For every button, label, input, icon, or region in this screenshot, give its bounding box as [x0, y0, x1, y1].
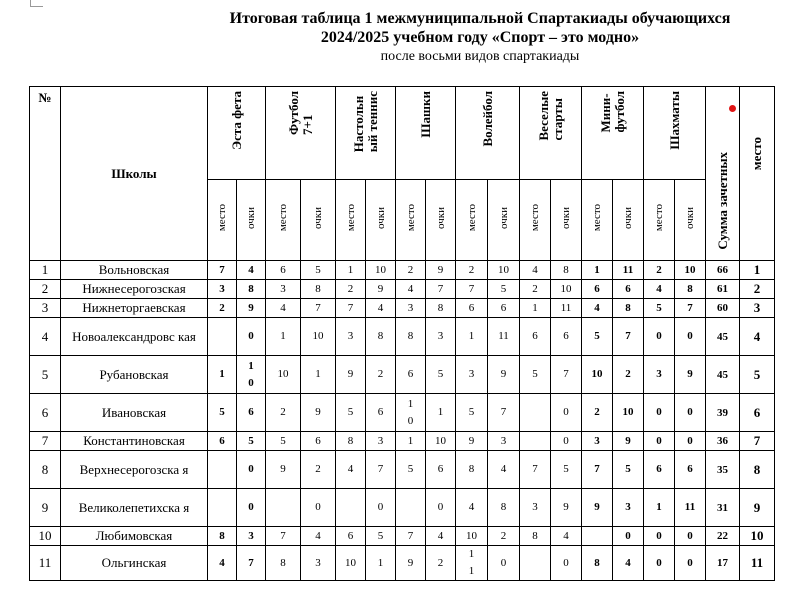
header-sport-checkers [396, 87, 456, 180]
points-cell: 0 [237, 451, 266, 489]
table-row [30, 261, 775, 280]
points-cell: 1 [301, 356, 336, 394]
table-row [30, 280, 775, 299]
sport-label: Футбол 7+1 [285, 91, 315, 136]
points-cell: 6 [237, 394, 266, 432]
sport-label: Шашки [417, 91, 433, 138]
final-place-cell: 8 [740, 451, 775, 489]
place-cell: 0 [644, 527, 675, 546]
sum-cell: 45 [706, 356, 740, 394]
place-label: место [749, 137, 764, 171]
points-cell: 6 [613, 280, 644, 299]
points-cell: 4 [426, 527, 456, 546]
points-cell: 0 [426, 489, 456, 527]
points-cell: 8 [613, 299, 644, 318]
place-cell: 6 [336, 527, 366, 546]
points-cell: 0 [675, 546, 706, 581]
row-number: 9 [30, 489, 61, 527]
place-cell: 9 [266, 451, 301, 489]
sum-cell: 66 [706, 261, 740, 280]
place-cell: 3 [396, 299, 426, 318]
sum-cell: 22 [706, 527, 740, 546]
points-cell: 5 [237, 432, 266, 451]
place-cell: 6 [456, 299, 488, 318]
points-cell: 9 [237, 299, 266, 318]
place-cell: 8 [336, 432, 366, 451]
place-cell: 1 [456, 318, 488, 356]
subheader-label: очки [245, 207, 257, 229]
red-marker-dot [729, 105, 736, 112]
subheader-label: место [653, 204, 665, 232]
points-cell: 0 [301, 489, 336, 527]
place-cell: 5 [582, 318, 613, 356]
points-cell: 11 [551, 299, 582, 318]
points-cell: 6 [301, 432, 336, 451]
points-cell: 8 [301, 280, 336, 299]
points-cell: 8 [675, 280, 706, 299]
final-place-cell: 9 [740, 489, 775, 527]
sum-cell: 31 [706, 489, 740, 527]
points-cell: 5 [613, 451, 644, 489]
points-cell: 11 [613, 261, 644, 280]
subheader-label: очки [560, 207, 572, 229]
points-cell: 7 [551, 356, 582, 394]
points-cell: 2 [613, 356, 644, 394]
table-row [30, 451, 775, 489]
points-cell: 4 [613, 546, 644, 581]
subheader-label: место [277, 204, 289, 232]
place-cell: 1 [396, 432, 426, 451]
subheader-label: место [344, 204, 357, 232]
subheader-points [237, 180, 266, 261]
place-cell: 2 [520, 280, 551, 299]
place-cell: 8 [396, 318, 426, 356]
page-corner-mark [30, 0, 43, 7]
header-sum [706, 87, 740, 261]
final-place-cell: 5 [740, 356, 775, 394]
points-cell: 2 [301, 451, 336, 489]
points-cell: 0 [675, 318, 706, 356]
points-cell: 9 [613, 432, 644, 451]
table-row [30, 527, 775, 546]
table-row [30, 432, 775, 451]
place-cell: 1 [582, 261, 613, 280]
final-place-cell: 11 [740, 546, 775, 581]
place-cell: 5 [456, 394, 488, 432]
points-cell: 5 [301, 261, 336, 280]
points-cell: 3 [426, 318, 456, 356]
final-place-cell: 6 [740, 394, 775, 432]
sum-cell: 60 [706, 299, 740, 318]
points-cell: 8 [488, 489, 520, 527]
points-cell: 3 [613, 489, 644, 527]
points-cell: 10 [488, 261, 520, 280]
points-cell: 10 [613, 394, 644, 432]
points-cell: 0 [237, 489, 266, 527]
place-cell: 5 [266, 432, 301, 451]
final-place-cell: 1 [740, 261, 775, 280]
place-cell: 7 [208, 261, 237, 280]
header-school: Школы [61, 87, 208, 261]
place-cell: 2 [456, 261, 488, 280]
table-row [30, 356, 775, 394]
header-row [30, 87, 775, 180]
place-cell [336, 489, 366, 527]
row-number: 3 [30, 299, 61, 318]
place-cell: 9 [456, 432, 488, 451]
table-row [30, 489, 775, 527]
points-cell: 6 [675, 451, 706, 489]
sport-label: Мини- футбол [597, 91, 627, 133]
place-cell: 2 [582, 394, 613, 432]
subheader-place [396, 180, 426, 261]
sum-cell: 39 [706, 394, 740, 432]
subheader-label: место [529, 204, 541, 232]
subheader-points [488, 180, 520, 261]
place-cell: 9 [336, 356, 366, 394]
header-place [740, 87, 775, 261]
place-cell: 7 [520, 451, 551, 489]
school-name: Ивановская [61, 394, 208, 432]
school-name: Ольгинская [61, 546, 208, 581]
table-row [30, 318, 775, 356]
place-cell [582, 527, 613, 546]
subheader-place [582, 180, 613, 261]
place-cell: 2 [644, 261, 675, 280]
subheader-points [366, 180, 396, 261]
place-cell: 1 [644, 489, 675, 527]
place-cell: 0 [644, 318, 675, 356]
points-cell: 1 [366, 546, 396, 581]
place-cell: 4 [396, 280, 426, 299]
points-cell: 5 [366, 527, 396, 546]
place-cell: 6 [582, 280, 613, 299]
header-sport-chess [644, 87, 706, 180]
school-name: Нижнесерогозская [61, 280, 208, 299]
points-cell: 10 [366, 261, 396, 280]
place-cell: 0 [644, 432, 675, 451]
points-cell: 9 [551, 489, 582, 527]
subheader-label: очки [497, 207, 510, 229]
title-line-2: 2024/2025 учебном году «Спорт – это модно» [320, 29, 640, 46]
row-number: 1 [30, 261, 61, 280]
table-row [30, 394, 775, 432]
subheader-label: очки [374, 207, 387, 229]
place-cell: 5 [644, 299, 675, 318]
place-cell: 6 [644, 451, 675, 489]
table-row [30, 546, 775, 581]
row-number: 5 [30, 356, 61, 394]
place-cell [208, 451, 237, 489]
place-cell [208, 318, 237, 356]
sport-label: Веселые старты [535, 91, 565, 141]
points-cell: 9 [301, 394, 336, 432]
points-cell: 7 [675, 299, 706, 318]
place-cell: 3 [208, 280, 237, 299]
place-cell: 1 1 [456, 546, 488, 581]
school-name: Константиновская [61, 432, 208, 451]
place-cell: 4 [582, 299, 613, 318]
sum-cell: 45 [706, 318, 740, 356]
points-cell: 7 [366, 451, 396, 489]
points-cell: 0 [366, 489, 396, 527]
place-cell: 7 [396, 527, 426, 546]
points-cell: 0 [675, 527, 706, 546]
school-name: Любимовская [61, 527, 208, 546]
subheader-label: место [465, 204, 478, 232]
header-num: № [30, 87, 61, 261]
place-cell: 10 [456, 527, 488, 546]
sport-label: Эста фета [228, 91, 244, 150]
points-cell: 1 0 [237, 356, 266, 394]
table-row [30, 299, 775, 318]
points-cell: 10 [675, 261, 706, 280]
points-cell: 7 [237, 546, 266, 581]
place-cell: 7 [266, 527, 301, 546]
sport-label: Шахматы [666, 91, 682, 150]
points-cell: 4 [488, 451, 520, 489]
place-cell: 8 [520, 527, 551, 546]
place-cell: 4 [456, 489, 488, 527]
points-cell: 6 [488, 299, 520, 318]
points-cell: 3 [366, 432, 396, 451]
final-place-cell: 3 [740, 299, 775, 318]
place-cell: 5 [396, 451, 426, 489]
place-cell: 10 [266, 356, 301, 394]
points-cell: 7 [301, 299, 336, 318]
subheader-label: место [216, 204, 228, 232]
row-number: 10 [30, 527, 61, 546]
school-name: Нижнеторгаевская [61, 299, 208, 318]
place-cell: 3 [456, 356, 488, 394]
points-cell: 11 [488, 318, 520, 356]
points-cell: 1 [426, 394, 456, 432]
place-cell: 0 [644, 546, 675, 581]
place-cell: 3 [266, 280, 301, 299]
place-cell [396, 489, 426, 527]
place-cell: 2 [208, 299, 237, 318]
final-place-cell: 2 [740, 280, 775, 299]
sum-label: Сумма зачетных [714, 152, 730, 250]
points-cell: 9 [675, 356, 706, 394]
place-cell: 3 [644, 356, 675, 394]
place-cell: 0 [644, 394, 675, 432]
points-cell: 6 [366, 394, 396, 432]
row-number: 4 [30, 318, 61, 356]
final-place-cell: 10 [740, 527, 775, 546]
subheader-label: очки [622, 207, 634, 229]
points-cell: 10 [426, 432, 456, 451]
points-cell: 0 [488, 546, 520, 581]
points-cell: 0 [551, 394, 582, 432]
points-cell: 9 [488, 356, 520, 394]
subheader-place [266, 180, 301, 261]
place-cell [208, 489, 237, 527]
subheader-points [675, 180, 706, 261]
points-cell: 0 [675, 394, 706, 432]
school-name: Вольновская [61, 261, 208, 280]
title-line-3: после восьми видов спартакиады [380, 49, 580, 64]
points-cell: 0 [613, 527, 644, 546]
sum-cell: 61 [706, 280, 740, 299]
place-cell: 4 [336, 451, 366, 489]
subheader-label: место [404, 204, 417, 232]
points-cell: 8 [551, 261, 582, 280]
header-sport-volleyball [456, 87, 520, 180]
final-place-cell: 4 [740, 318, 775, 356]
points-cell: 7 [488, 394, 520, 432]
place-cell [520, 394, 551, 432]
subheader-place [520, 180, 551, 261]
points-cell: 4 [551, 527, 582, 546]
place-cell: 4 [208, 546, 237, 581]
points-cell: 0 [551, 546, 582, 581]
points-cell: 3 [488, 432, 520, 451]
place-cell: 7 [456, 280, 488, 299]
row-number: 2 [30, 280, 61, 299]
place-cell: 9 [396, 546, 426, 581]
points-cell: 2 [488, 527, 520, 546]
place-cell: 9 [582, 489, 613, 527]
place-cell: 4 [520, 261, 551, 280]
sum-cell: 17 [706, 546, 740, 581]
place-cell: 1 [208, 356, 237, 394]
sum-cell: 35 [706, 451, 740, 489]
points-cell: 8 [426, 299, 456, 318]
place-cell: 4 [644, 280, 675, 299]
place-cell: 3 [520, 489, 551, 527]
place-cell: 3 [582, 432, 613, 451]
subheader-label: очки [312, 207, 324, 229]
points-cell: 8 [366, 318, 396, 356]
subheader-place [456, 180, 488, 261]
subheader-place [644, 180, 675, 261]
final-place-cell: 7 [740, 432, 775, 451]
place-cell: 6 [396, 356, 426, 394]
points-cell: 4 [237, 261, 266, 280]
school-name: Великолепетихска я [61, 489, 208, 527]
points-cell: 5 [551, 451, 582, 489]
subheader-label: очки [684, 207, 696, 229]
points-cell: 4 [301, 527, 336, 546]
points-cell: 0 [675, 432, 706, 451]
place-cell: 10 [582, 356, 613, 394]
place-cell: 1 [520, 299, 551, 318]
subheader-label: очки [434, 207, 447, 229]
place-cell: 5 [520, 356, 551, 394]
points-cell: 2 [366, 356, 396, 394]
place-cell: 10 [336, 546, 366, 581]
points-cell: 5 [426, 356, 456, 394]
place-cell: 1 [336, 261, 366, 280]
points-cell: 9 [426, 261, 456, 280]
points-cell: 11 [675, 489, 706, 527]
place-cell: 3 [336, 318, 366, 356]
points-cell: 3 [301, 546, 336, 581]
header-sport-football [266, 87, 336, 180]
place-cell: 2 [396, 261, 426, 280]
points-cell: 7 [613, 318, 644, 356]
place-cell: 2 [266, 394, 301, 432]
place-cell: 1 [266, 318, 301, 356]
row-number: 6 [30, 394, 61, 432]
header-sport-fun-starts [520, 87, 582, 180]
points-cell: 5 [488, 280, 520, 299]
place-cell: 8 [208, 527, 237, 546]
place-cell [266, 489, 301, 527]
subheader-place [336, 180, 366, 261]
place-cell: 2 [336, 280, 366, 299]
place-cell [520, 546, 551, 581]
subheader-points [551, 180, 582, 261]
place-cell: 5 [208, 394, 237, 432]
points-cell: 10 [551, 280, 582, 299]
title-block [160, 9, 800, 65]
place-cell: 6 [208, 432, 237, 451]
row-number: 7 [30, 432, 61, 451]
sport-label: Настольн ый теннис [350, 91, 380, 153]
place-cell: 7 [582, 451, 613, 489]
points-cell: 4 [366, 299, 396, 318]
school-name: Верхнесерогозска я [61, 451, 208, 489]
place-cell [520, 432, 551, 451]
points-cell: 0 [551, 432, 582, 451]
subheader-points [426, 180, 456, 261]
school-name: Рубановская [61, 356, 208, 394]
subheader-place [208, 180, 237, 261]
points-cell: 8 [237, 280, 266, 299]
results-table [29, 86, 775, 581]
sport-label: Волейбол [479, 91, 495, 147]
header-sport-mini-football [582, 87, 644, 180]
place-cell: 8 [456, 451, 488, 489]
points-cell: 7 [426, 280, 456, 299]
subheader-label: место [591, 204, 603, 232]
school-name: Новоалександровс кая [61, 318, 208, 356]
place-cell: 6 [266, 261, 301, 280]
points-cell: 2 [426, 546, 456, 581]
place-cell: 4 [266, 299, 301, 318]
header-sport-table-tennis [336, 87, 396, 180]
subheader-points [301, 180, 336, 261]
points-cell: 3 [237, 527, 266, 546]
title-line-1: Итоговая таблица 1 межмуниципальной Спартакиады обучающихся [229, 10, 731, 27]
sum-cell: 36 [706, 432, 740, 451]
points-cell: 0 [237, 318, 266, 356]
points-cell: 6 [426, 451, 456, 489]
place-cell: 8 [266, 546, 301, 581]
place-cell: 8 [582, 546, 613, 581]
place-cell: 7 [336, 299, 366, 318]
points-cell: 9 [366, 280, 396, 299]
place-cell: 5 [336, 394, 366, 432]
header-sport-relay [208, 87, 266, 180]
row-number: 8 [30, 451, 61, 489]
row-number: 11 [30, 546, 61, 581]
points-cell: 10 [301, 318, 336, 356]
place-cell: 6 [520, 318, 551, 356]
subheader-points [613, 180, 644, 261]
points-cell: 6 [551, 318, 582, 356]
place-cell: 1 0 [396, 394, 426, 432]
